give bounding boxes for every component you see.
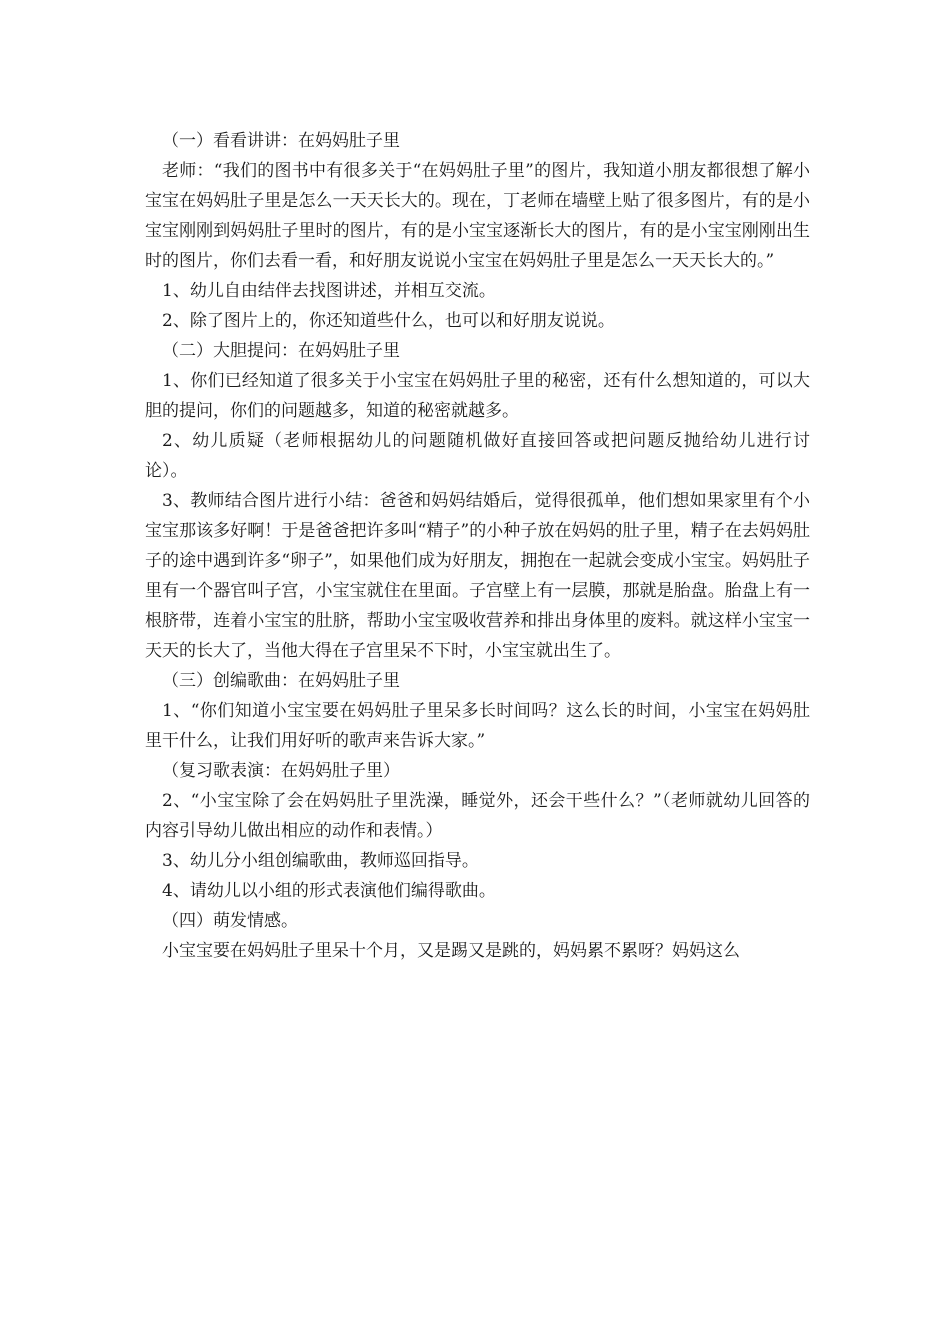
closing-paragraph: 小宝宝要在妈妈肚子里呆十个月，又是踢又是跳的，妈妈累不累呀？妈妈这么 [162, 941, 740, 961]
section-heading-1: （一）看看讲讲：在妈妈肚子里 [162, 131, 400, 151]
summary-paragraph: 3、教师结合图片进行小结：爸爸和妈妈结婚后，觉得很孤单，他们想如果家里有个小宝宝那该多好啊！于是爸爸把许多叫“精子”的小种子放在妈妈的肚子里，精子在去妈妈肚子的途中遇到许多“卵子”，如果他们成为好朋友，拥抱在一起就会变成小宝宝。妈妈肚子里有一个器官叫子宫，小宝宝就住在里面。子宫壁上有一层膜，那就是胎盘。胎盘上有一根脐带，连着小宝宝的肚脐，帮助小宝宝吸收营养和排出身体里的废料。就这样小宝宝一天天的长大了，当他大得在子宫里呆不下时，小宝宝就出生了。 [145, 491, 810, 661]
section-heading-3: （三）创编歌曲：在妈妈肚子里 [162, 671, 400, 691]
step-paragraph: 1、“你们知道小宝宝要在妈妈肚子里呆多长时间吗？这么长的时间，小宝宝在妈妈肚里干什么，让我们用好听的歌声来告诉大家。” [145, 701, 810, 751]
section-heading-2: （二）大胆提问：在妈妈肚子里 [162, 341, 400, 361]
document-body [145, 126, 810, 966]
step-paragraph: 1、幼儿自由结伴去找图讲述，并相互交流。 [162, 281, 496, 301]
step-paragraph: 4、请幼儿以小组的形式表演他们编得歌曲。 [162, 881, 496, 901]
step-paragraph: 2、幼儿质疑（老师根据幼儿的问题随机做好直接回答或把问题反抛给幼儿进行讨论）。 [145, 431, 810, 481]
section-heading-4: （四）萌发情感。 [162, 911, 298, 931]
step-paragraph: 2、除了图片上的，你还知道些什么，也可以和好朋友说说。 [162, 311, 615, 331]
step-paragraph: 2、“小宝宝除了会在妈妈肚子里洗澡，睡觉外，还会干些什么？”（老师就幼儿回答的内容引导幼儿做出相应的动作和表情。） [145, 791, 810, 841]
step-paragraph: 1、你们已经知道了很多关于小宝宝在妈妈肚子里的秘密，还有什么想知道的，可以大胆的提问，你们的问题越多，知道的秘密就越多。 [145, 371, 810, 421]
teacher-intro-paragraph: 老师：“我们的图书中有很多关于“在妈妈肚子里”的图片，我知道小朋友都很想了解小宝宝在妈妈肚子里是怎么一天天长大的。现在，丁老师在墙壁上贴了很多图片，有的是小宝宝刚刚到妈妈肚子里时的图片，有的是小宝宝逐渐长大的图片，有的是小宝宝刚刚出生时的图片，你们去看一看，和好朋友说说小宝宝在妈妈肚子里是怎么一天天长大的。” [145, 161, 810, 271]
note-paragraph: （复习歌表演：在妈妈肚子里） [162, 761, 400, 781]
step-paragraph: 3、幼儿分小组创编歌曲，教师巡回指导。 [162, 851, 479, 871]
